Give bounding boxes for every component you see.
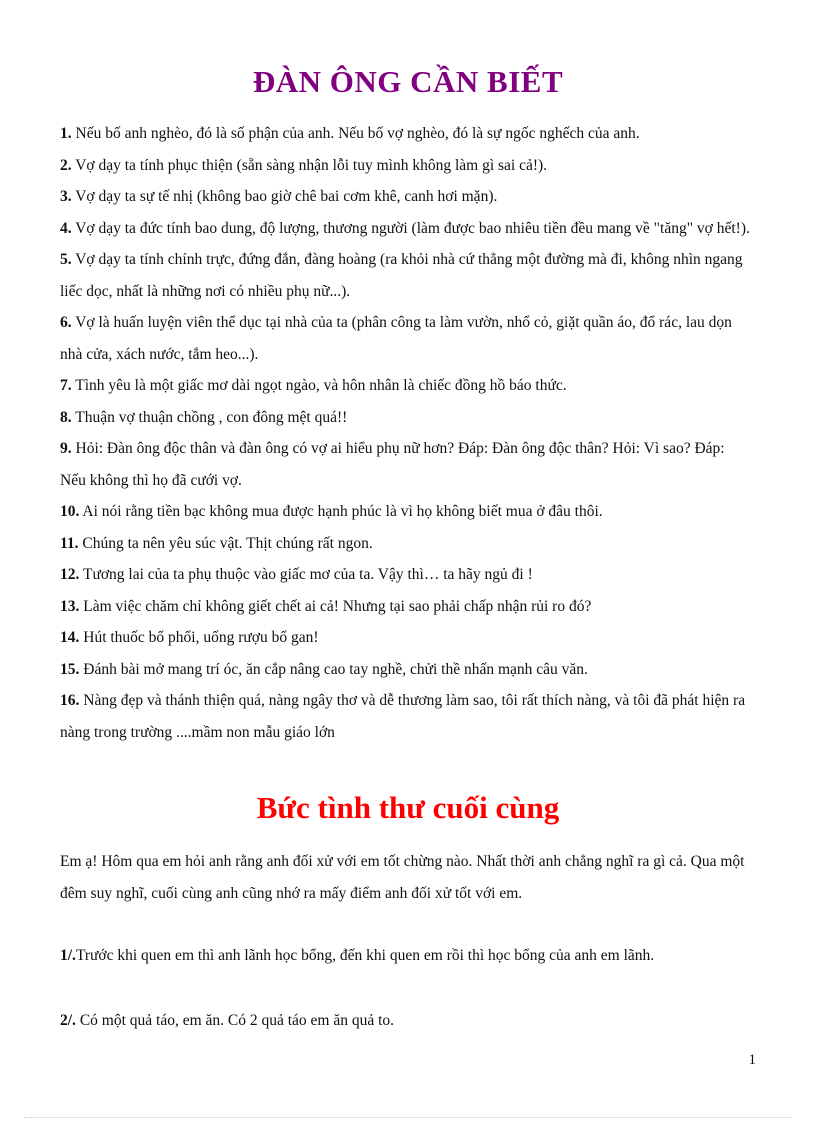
item-text: Nàng đẹp và thánh thiện quá, nàng ngây thơ và dễ thương làm sao, tôi rất thích nàng, và tôi đã phát hiện ra nàng trong trường ....mầm non mẫu giáo lớn: [60, 692, 746, 741]
item-text: Hỏi: Đàn ông độc thân và đàn ông có vợ ai hiểu phụ nữ hơn? Đáp: Đàn ông độc thân? Hỏi: Vì sao? Đáp: Nếu không thì họ đã cưới vợ.: [60, 440, 725, 489]
item-number: 15.: [60, 660, 80, 678]
item-text: Thuận vợ thuận chồng , con đông mệt quá!!: [75, 408, 348, 426]
item-text: Ai nói rằng tiền bạc không mua được hạnh phúc là vì họ không biết mua ở đâu thôi.: [82, 503, 603, 520]
page-number: 1: [748, 1052, 756, 1068]
item-text: Nếu bố anh nghèo, đó là số phận của anh. Nếu bố vợ nghèo, đó là sự ngốc nghếch của anh.: [75, 125, 640, 142]
item-number: 4.: [60, 219, 72, 237]
item-number: 13.: [60, 597, 80, 615]
item-text: Đánh bài mở mang trí óc, ăn cắp nâng cao tay nghề, chửi thề nhấn mạnh câu văn.: [83, 660, 588, 678]
page-bottom-divider: [24, 1117, 792, 1118]
item-number: 1.: [60, 125, 72, 142]
list-item: [60, 496, 750, 528]
item-number: 7.: [60, 377, 72, 394]
item-number: 16.: [60, 692, 80, 709]
list-item: [60, 402, 750, 434]
list-item: [60, 213, 750, 245]
list-item: [60, 622, 750, 654]
list-item: [60, 591, 750, 623]
list-item: [60, 181, 750, 213]
item-text: Chúng ta nên yêu súc vật. Thịt chúng rất ngon.: [82, 534, 373, 552]
item-number: 3.: [60, 188, 72, 205]
item-text: Tình yêu là một giấc mơ dài ngọt ngào, và hôn nhân là chiếc đồng hồ báo thức.: [75, 377, 567, 394]
list-item: [60, 559, 750, 591]
point-text: Trước khi quen em thì anh lãnh học bổng, đến khi quen em rồi thì học bổng của anh em lãnh.: [75, 947, 655, 964]
item-number: 5.: [60, 251, 72, 268]
list-item: [60, 370, 750, 402]
list-item: [60, 654, 750, 686]
document-title: ĐÀN ÔNG CẦN BIẾT: [252, 64, 564, 99]
list-item: [60, 528, 750, 560]
list-item: [60, 244, 750, 307]
item-text: Vợ là huấn luyện viên thể dục tại nhà của ta (phân công ta làm vườn, nhổ cỏ, giặt quần áo, đổ rác, lau dọn nhà cửa, xách nước, tắm heo...).: [60, 314, 732, 363]
list-item: [60, 685, 750, 748]
item-number: 11.: [60, 534, 79, 552]
item-text: Vợ dạy ta tính chính trực, đứng đắn, đàng hoàng (ra khỏi nhà cứ thẳng một đường mà đi, không nhìn ngang liếc dọc, nhất là những nơi có nhiều phụ nữ...).: [60, 251, 743, 300]
item-number: 9.: [60, 440, 72, 457]
list-item: [60, 118, 750, 150]
item-number: 2.: [60, 156, 72, 174]
list-item: [60, 150, 750, 182]
item-text: Vợ dạy ta đức tính bao dung, độ lượng, thương người (làm được bao nhiêu tiền đều mang về "tăng" vợ hết!).: [75, 219, 750, 237]
item-number: 14.: [60, 629, 80, 646]
letter-point: [60, 1005, 750, 1037]
item-number: 6.: [60, 314, 72, 331]
item-text: Vợ dạy ta tính phục thiện (sẵn sàng nhận lỗi tuy mình không làm gì sai cả!).: [75, 156, 548, 174]
tips-list: [60, 118, 750, 748]
item-number: 8.: [60, 408, 72, 426]
point-number: 2/.: [60, 1012, 76, 1029]
letter-title: Bức tình thư cuối cùng: [256, 790, 560, 825]
letter-point: [60, 940, 750, 972]
item-text: Vợ dạy ta sự tế nhị (không bao giờ chê bai cơm khê, canh hơi mặn).: [75, 188, 498, 205]
item-text: Tương lai của ta phụ thuộc vào giấc mơ của ta. Vậy thì… ta hãy ngủ đi !: [82, 566, 533, 583]
letter-intro: Em ạ! Hôm qua em hỏi anh rằng anh đối xử với em tốt chừng nào. Nhất thời anh chẳng nghĩ ra gì cả. Qua một đêm suy nghĩ, cuối cùng anh cũng nhớ ra mấy điểm anh đối xử tốt với em.: [60, 853, 745, 902]
list-item: [60, 433, 750, 496]
item-text: Làm việc chăm chỉ không giết chết ai cả! Nhưng tại sao phải chấp nhận rủi ro đó?: [83, 597, 592, 615]
point-number: 1/.: [60, 947, 76, 964]
item-number: 10.: [60, 503, 80, 520]
item-number: 12.: [60, 566, 80, 583]
list-item: [60, 307, 750, 370]
point-text: Có một quả táo, em ăn. Có 2 quả táo em ăn quả to.: [75, 1012, 395, 1029]
item-text: Hút thuốc bổ phổi, uống rượu bổ gan!: [83, 629, 319, 646]
